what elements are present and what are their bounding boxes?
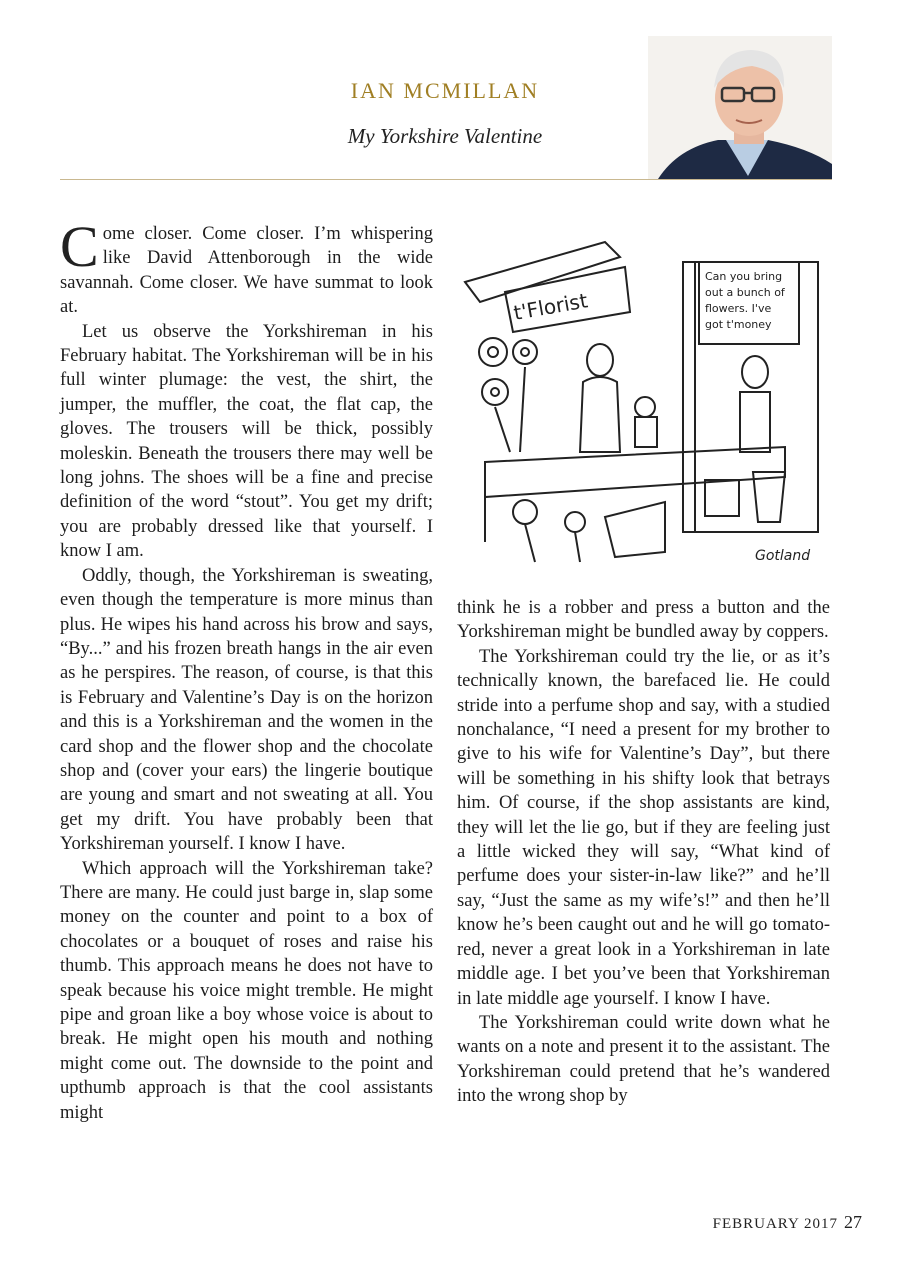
paragraph-5: think he is a robber and press a button and the Yorkshireman might be bundled away by coppers.	[457, 598, 830, 643]
note-line-3: flowers. I've	[705, 302, 772, 315]
paragraph-1: Come closer. Come closer. I’m whispering like David Attenborough in the wide savannah. Come closer. We have summat to look at.	[60, 214, 433, 318]
author-name: IAN MCMILLAN	[350, 78, 540, 103]
article-title: My Yorkshire Valentine	[347, 124, 543, 148]
header-rule	[60, 179, 832, 180]
article-column-2	[457, 596, 830, 1109]
paragraph-3: Oddly, though, the Yorkshireman is sweating, even though the temperature is more minus than plus. He wipes his hand across his brow and says, “By...” and his frozen breath hangs in the air even as he perspires. The reason, of course, is that this is February and Valentine’s Day is on the horizon and this is a Yorkshireman and the women in the card shop and the flower shop and the chocolate shop and (cover your ears) the lingerie boutique are young and smart and not sweating at all. You get my drift. You have probably been that Yorkshireman yourself. I know I have.	[60, 565, 433, 855]
shop-sign-text: t'Florist	[511, 288, 590, 325]
note-line-1: Can you bring	[705, 270, 783, 283]
page-number: 27	[844, 1212, 862, 1232]
cartoon-signature: Gotland	[755, 548, 811, 564]
paragraph-4: Which approach will the Yorkshireman take? There are many. He could just barge in, slap some money on the counter and point to a box of chocolates or a bouquet of roses and raise his thumb. This approach means he does not have to speak because his voice might tremble. He might pipe and groan like a boy whose voice is about to break. He might open his mouth and nothing might come out. The downside to the point and upthumb approach is that the cool assistants might	[60, 858, 433, 1123]
note-line-4: got t'money	[705, 318, 772, 331]
dropcap: C	[60, 214, 99, 279]
paragraph-6: The Yorkshireman could try the lie, or as it’s technically known, the barefaced lie. He could stride into a perfume shop and say, with a studied nonchalance, “I need a present for my brother to give to his wife for Valentine’s Day”, but there will be something in his shifty look that betrays him. Of course, if the shop assistants are kind, they will let the lie go, but if they are feeling just a little wicked they will say, “What kind of perfume does your sister-in-law like?” and he’ll say, “Just the same as my wife’s!” and then he’ll know he’s been caught out and he will go tomato-red, never a great look in a Yorkshireman in late middle age. I bet you’ve been that Yorkshireman in late middle age yourself. I know I have.	[457, 646, 830, 1009]
page-footer	[690, 1212, 862, 1233]
issue-date: FEBRUARY 2017	[712, 1216, 838, 1232]
florist-cartoon	[455, 222, 833, 578]
author-portrait-icon	[648, 36, 832, 179]
note-line-2: out a bunch of	[705, 286, 785, 299]
paragraph-7: The Yorkshireman could write down what he wants on a note and present it to the assistant. The Yorkshireman could pretend that he’s wandered into the wrong shop by	[457, 1012, 830, 1107]
paragraph-2: Let us observe the Yorkshireman in his February habitat. The Yorkshireman will be in his full winter plumage: the vest, the shirt, the jumper, the muffler, the coat, the flat cap, the gloves. The trousers will be thick, possibly moleskin. Beneath the trousers there may well be long johns. The shoes will be a fine and precise definition of the word “stout”. You get my drift; you are probably dressed like that yourself. I know I am.	[60, 321, 433, 562]
article-column-1	[60, 214, 433, 1125]
